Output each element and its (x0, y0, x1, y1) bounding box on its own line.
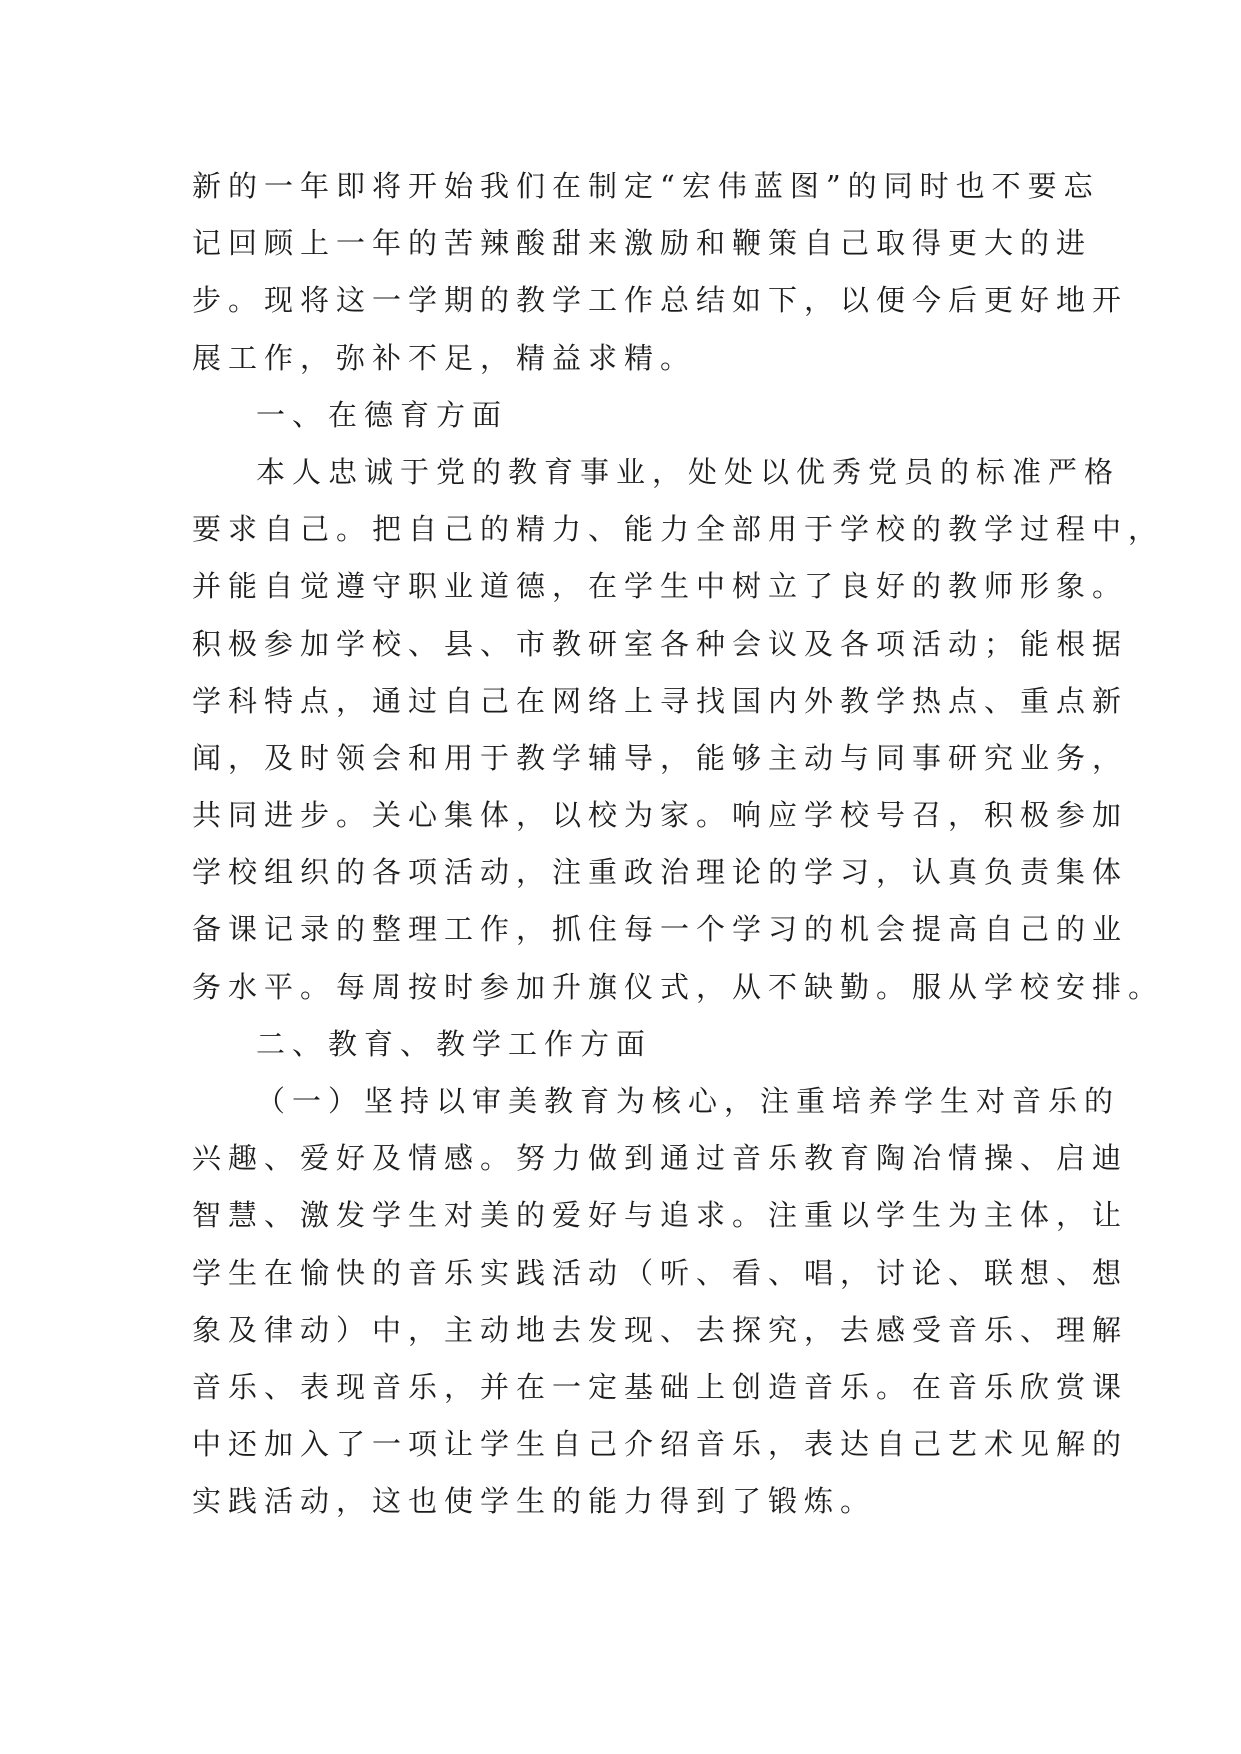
section-heading-teaching-work: 二、教育、教学工作方面 (256, 1026, 653, 1061)
text-line: 学科特点，通过自己在网络上寻找国内外教学热点、重点新 (192, 683, 1129, 718)
text-line: 智慧、激发学生对美的爱好与追求。注重以学生为主体，让 (192, 1198, 1129, 1233)
section-heading-moral-education: 一、在德育方面 (256, 397, 509, 432)
text-line: 象及律动）中，主动地去发现、去探究，去感受音乐、理解 (192, 1312, 1129, 1347)
text-line: 展工作，弥补不足，精益求精。 (192, 340, 697, 375)
text-line: 闻，及时领会和用于教学辅导，能够主动与同事研究业务， (192, 740, 1129, 775)
text-line: 记回顾上一年的苦辣酸甜来激励和鞭策自己取得更大的进 (192, 226, 1093, 261)
text-line: 务水平。每周按时参加升旗仪式，从不缺勤。服从学校安排。 (192, 969, 1165, 1004)
text-line: 步。现将这一学期的教学工作总结如下，以便今后更好地开 (192, 283, 1129, 318)
text-line: 中还加入了一项让学生自己介绍音乐，表达自己艺术见解的 (192, 1427, 1129, 1462)
document-body (192, 158, 1165, 1531)
text-line: 学校组织的各项活动，注重政治理论的学习，认真负责集体 (192, 855, 1129, 890)
text-line: 兴趣、爱好及情感。努力做到通过音乐教育陶冶情操、启迪 (192, 1141, 1129, 1176)
text-line: 学生在愉快的音乐实践活动（听、看、唱，讨论、联想、想 (192, 1255, 1129, 1290)
text-line: 实践活动，这也使学生的能力得到了锻炼。 (192, 1484, 877, 1519)
text-line: （一）坚持以审美教育为核心，注重培养学生对音乐的 (256, 1084, 1121, 1118)
text-line: 备课记录的整理工作，抓住每一个学习的机会提高自己的业 (192, 912, 1129, 947)
text-line: 新的一年即将开始我们在制定“宏伟蓝图”的同时也不要忘 (192, 169, 1100, 203)
text-line: 积极参加学校、县、市教研室各种会议及各项活动；能根据 (192, 626, 1129, 661)
text-line: 本人忠诚于党的教育事业，处处以优秀党员的标准严格 (256, 454, 1121, 489)
text-line: 音乐、表现音乐，并在一定基础上创造音乐。在音乐欣赏课 (192, 1369, 1129, 1404)
text-line: 要求自己。把自己的精力、能力全部用于学校的教学过程中， (192, 512, 1165, 547)
text-line: 共同进步。关心集体，以校为家。响应学校号召，积极参加 (192, 798, 1129, 833)
text-line: 并能自觉遵守职业道德，在学生中树立了良好的教师形象。 (192, 569, 1129, 604)
